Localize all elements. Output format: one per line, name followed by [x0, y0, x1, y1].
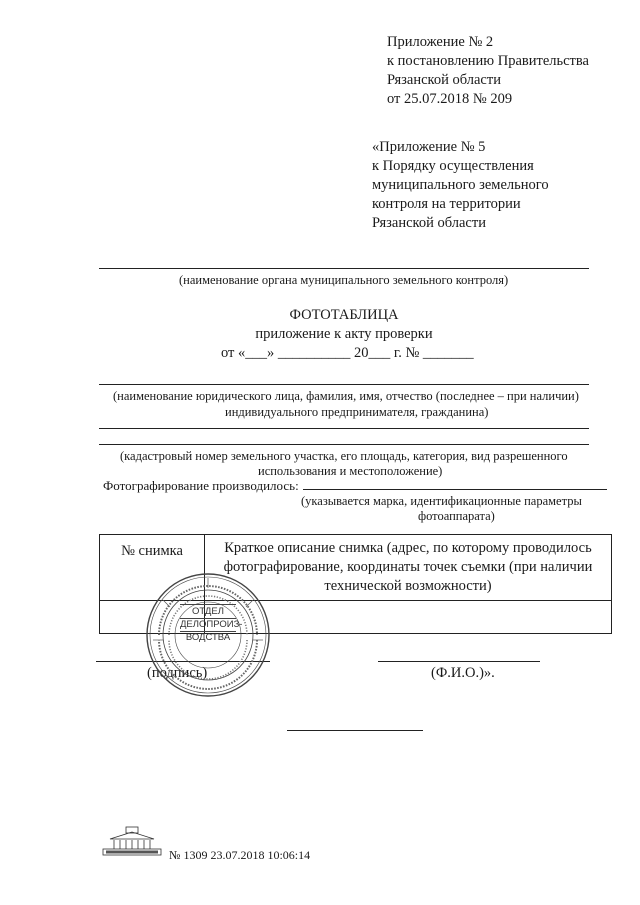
appendix-header-line: Приложение № 2: [387, 34, 494, 50]
appendix-header-line: от 25.07.2018 № 209: [387, 91, 513, 107]
appendix-header-line: к постановлению Правительства: [387, 53, 589, 69]
appendix-sub-line: к Порядку осуществления: [372, 158, 534, 174]
col-description-label: Краткое описание снимка (адрес, по которому проводилось: [224, 540, 592, 556]
doc-date-number-line: от «___» __________ 20___ г. № _______: [221, 345, 474, 361]
registration-number: № 1309 23.07.2018 10:06:14: [169, 848, 311, 862]
photography-caption-line: (указывается марка, идентификационные параметры: [301, 494, 582, 508]
appendix-sub-line: контроля на территории: [372, 196, 521, 212]
col-photo-number-label: № снимка: [121, 543, 183, 559]
photography-caption-line: фотоаппарата): [418, 509, 495, 523]
name-caption: (Ф.И.О.)».: [431, 665, 495, 681]
appendix-header-line: Рязанской области: [387, 72, 501, 88]
signature-caption: (подпись): [147, 665, 208, 681]
col-description-label: технической возможности): [324, 578, 492, 594]
organ-name-line: [99, 268, 589, 269]
appendix-sub-line: муниципального земельного: [372, 177, 549, 193]
photography-line: [303, 489, 607, 490]
photography-label: Фотографирование производилось:: [103, 478, 299, 493]
appendix-sub-line: «Приложение № 5: [372, 139, 486, 155]
entity-caption-line: индивидуального предпринимателя, гражданина): [225, 405, 489, 419]
appendix-sub-line: Рязанской области: [372, 215, 486, 231]
stamp-text-line: ДЕЛОПРОИЗ-: [180, 619, 243, 630]
doc-subtitle: приложение к акту проверки: [255, 326, 433, 342]
name-line: [378, 661, 540, 662]
bottom-line: [287, 730, 423, 731]
government-building-icon: [100, 825, 164, 857]
cadastral-caption-line: (кадастровый номер земельного участка, его площадь, категория, вид разрешенного: [120, 449, 568, 463]
doc-title: ФОТОТАБЛИЦА: [289, 307, 399, 323]
stamp-text: [180, 604, 243, 660]
organ-caption: (наименование органа муниципального земельного контроля): [179, 273, 509, 287]
cadastral-line: [99, 444, 589, 445]
col-description-label: фотографирование, координаты точек съемки (при наличии: [223, 559, 593, 575]
cadastral-line: [99, 428, 589, 429]
entity-name-line: [99, 384, 589, 385]
cadastral-caption-line: использования и местоположение): [258, 464, 443, 478]
stamp-text-line: ОТДЕЛ: [180, 604, 236, 618]
entity-caption-line: (наименование юридического лица, фамилия, имя, отчество (последнее – при наличии): [113, 389, 579, 403]
stamp-text-line: ВОДСТВА: [180, 631, 236, 644]
